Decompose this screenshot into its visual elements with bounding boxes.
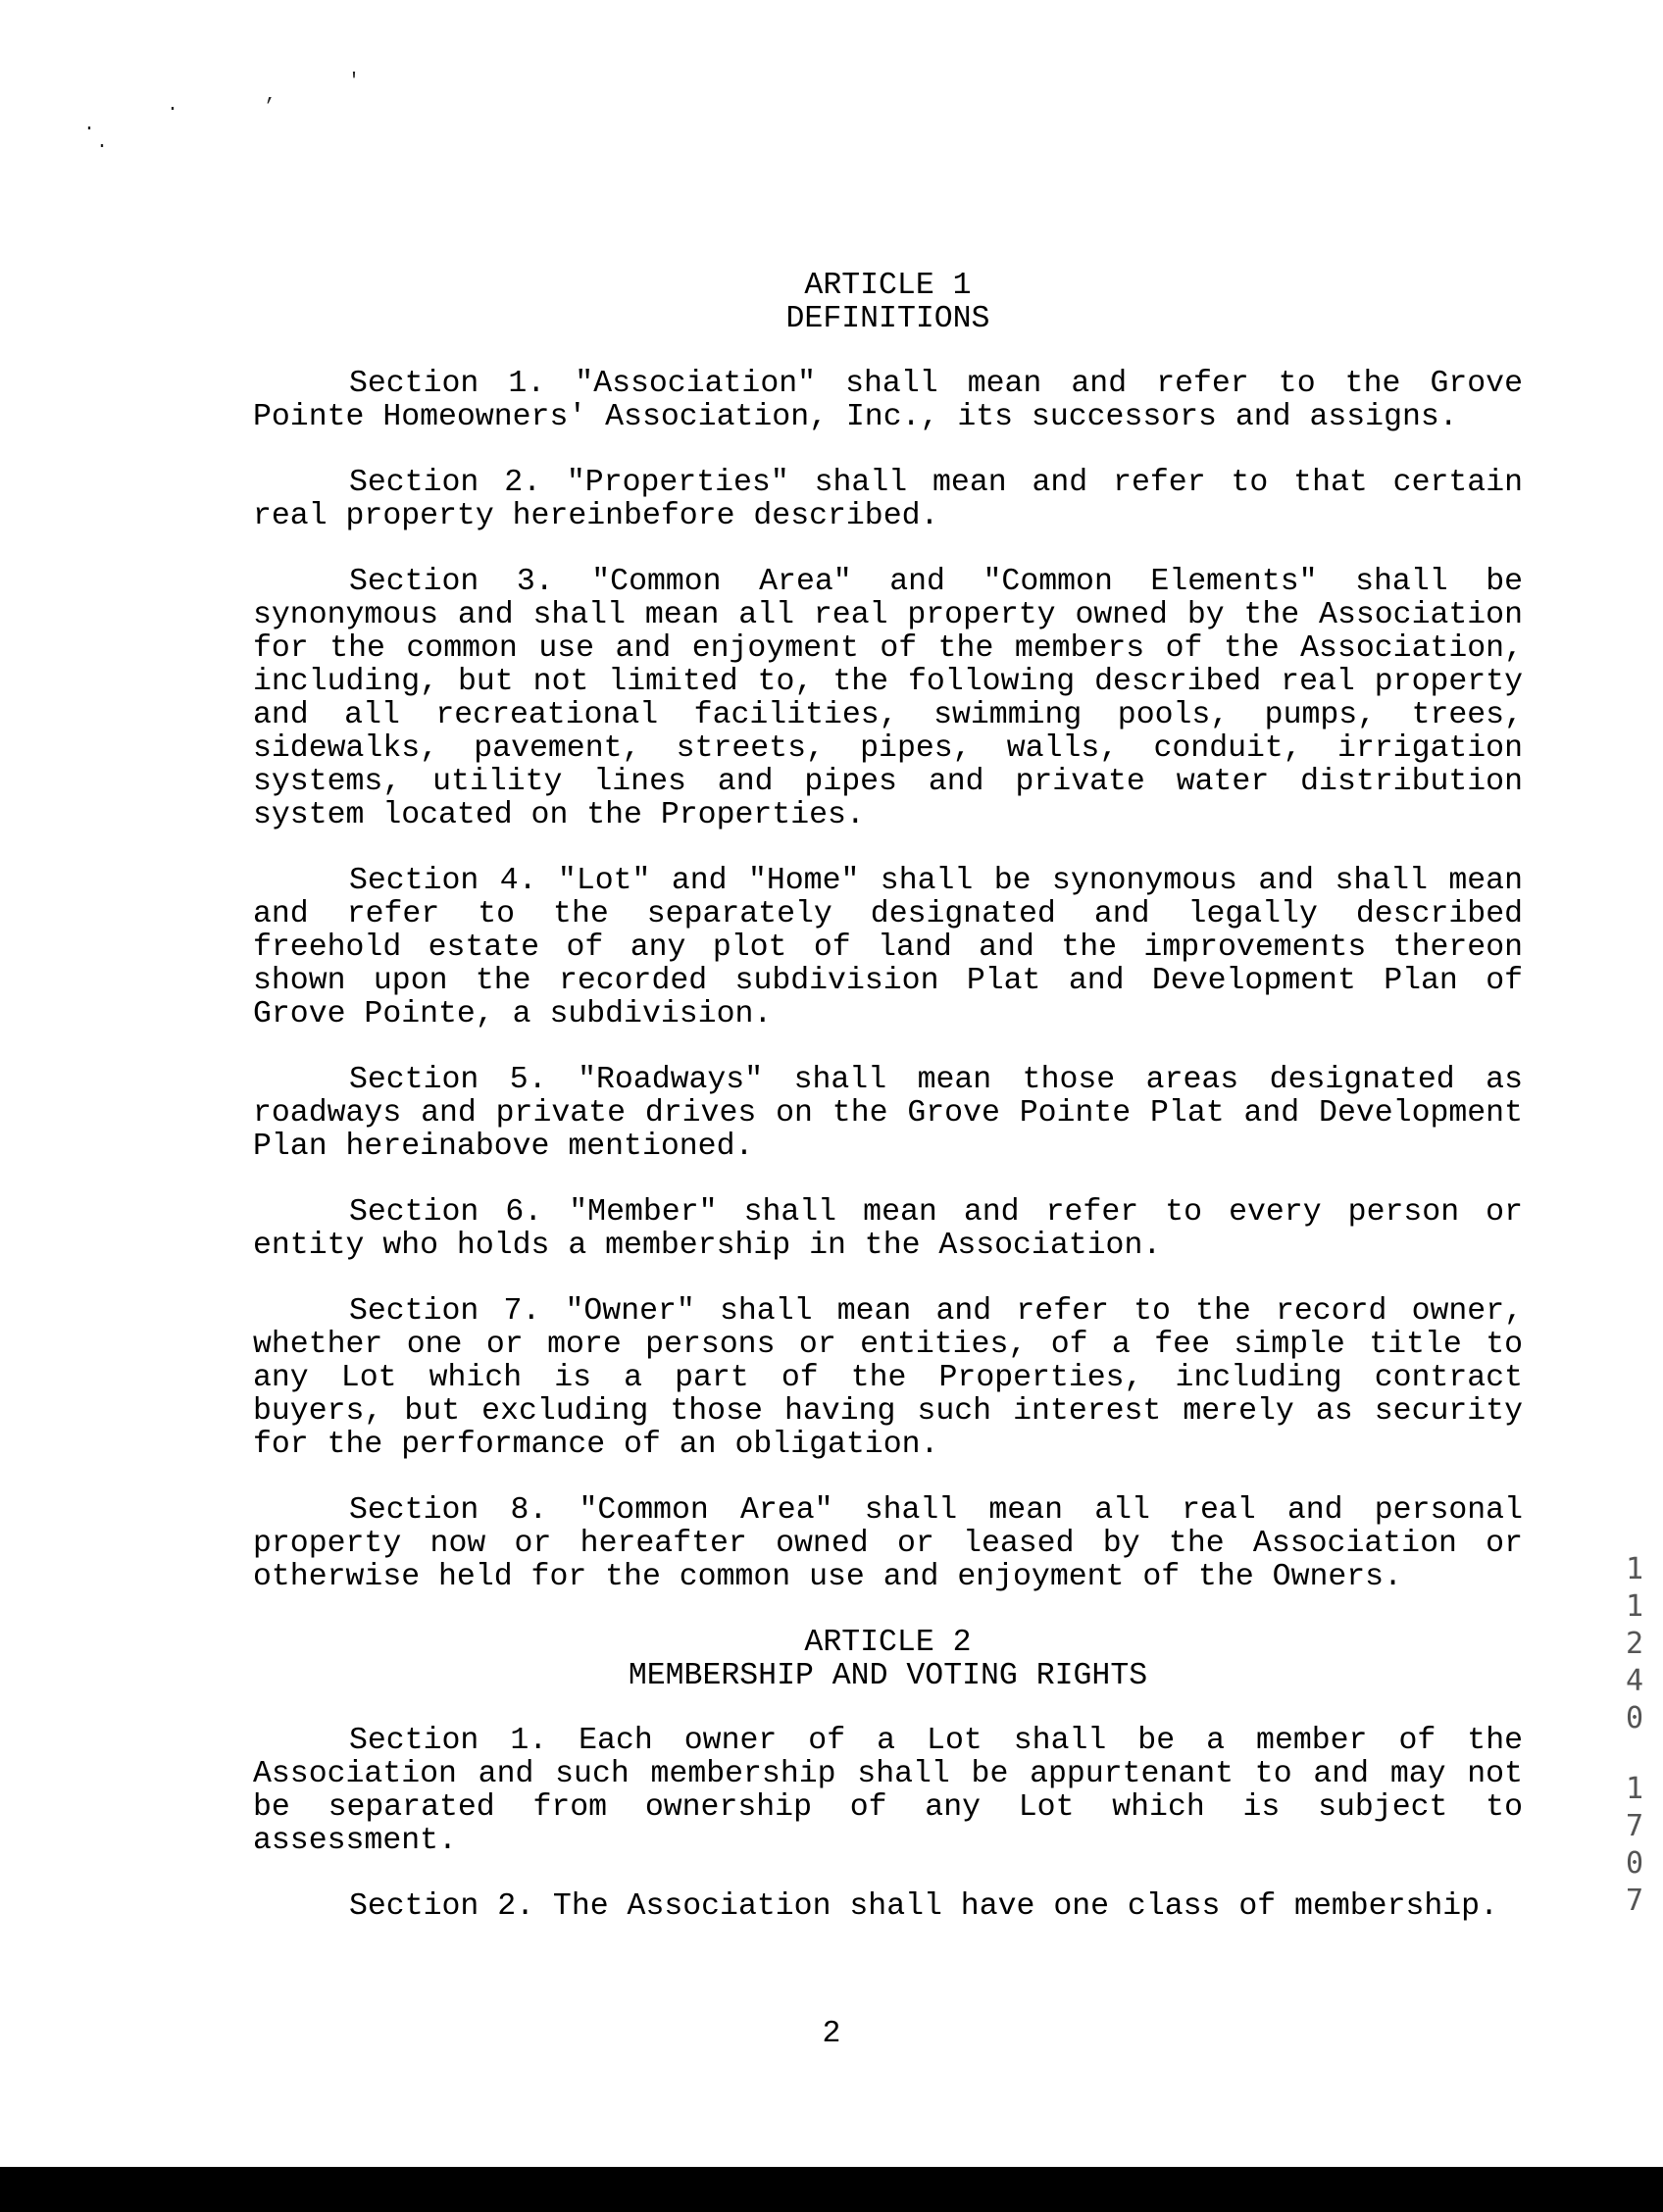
article-1-section-6: Section 6. "Member" shall mean and refer to every person or entity who holds a membership in the Association. [253, 1195, 1523, 1263]
stamp-digit: 7 [1625, 1884, 1644, 1918]
article-2-subtitle: MEMBERSHIP AND VOTING RIGHTS [628, 1659, 1148, 1693]
stamp-digit: 1 [1625, 1772, 1644, 1806]
stamp-digit: 0 [1625, 1701, 1644, 1735]
stamp-digit: 2 [1625, 1627, 1644, 1661]
article-1-section-3: Section 3. "Common Area" and "Common Elements" shall be synonymous and shall mean all real property owned by the Association for the common use and enjoyment of the members of the Association, including, but not limited to, the following described real property and all recreational facilities, swimming pools, pumps, trees, sidewalks, pavement, streets, pipes, walls, conduit, irrigation systems, utility lines and pipes and private water distribution system located on the Properties. [253, 565, 1523, 832]
margin-stamp-number [1620, 1551, 1649, 1920]
stamp-digit: 4 [1625, 1664, 1644, 1698]
stamp-digit: 7 [1625, 1809, 1644, 1843]
article-1-heading [253, 270, 1523, 336]
stamp-digit: 1 [1625, 1552, 1644, 1586]
document-page: ' , . . . ARTICLE 1 DEFINITIONS Section 1. "Association" shall mean and refer to the Grove Pointe Homeowners' Association, Inc., its successors and assigns. Section 2. "Properties" shall mean and refer to that certain real property hereinbefore described. Section 3. "Common Area" and "Common Elements" shall be synonymous and shall mean all real property owned by the Association for the common use and enjoyment of the members of the Association, including, but not limited to, the following described real property and all recreational facilities, swimming pools, pumps, trees, sidewalks, pavement, streets, pipes, walls, conduit, irrigation systems, utility lines and pipes and private water distribution system located on the Properties. Section 4. "Lot" and "Home" shall be synonymous and shall mean and refer to the separately designated and legally described freehold estate of any plot of land and the improvements thereon shown upon the recorded subdivision Plat and Development Plan of Grove Pointe, a subdivision. Section 5. "Roadways" shall mean those areas designated as roadways and private drives on the Grove Pointe Plat and Development Plan hereinabove mentioned. Section 6. "Member" shall mean and refer to every person or entity who holds a membership in the Association. Section 7. "Owner" shall mean and refer to the record owner, whether one or more persons or entities, of a fee simple title to any Lot which is a part of the Properties, including contract buyers, but excluding those having such interest merely as security for the performance of an obligation. Section 8. "Common Area" shall mean all real and personal property now or hereafter owned or leased by the Association or otherwise held for the common use and enjoyment of the Owners. ARTICLE 2 MEMBERSHIP AND VOTING RIGHTS Section 1. Each owner of a Lot shall be a member of the Association and such membership shall be appurtenant to and may not be separated from ownership of any Lot which is subject to assessment. Section 2. The Association shall have one class of membership. 2 1 1 2 4 0 1 7 0 7 [0, 0, 1663, 2167]
article-2-heading [253, 1627, 1523, 1693]
article-1-subtitle: DEFINITIONS [785, 302, 990, 336]
stamp-digit: 0 [1625, 1846, 1644, 1881]
article-1-section-5: Section 5. "Roadways" shall mean those areas designated as roadways and private drives on the Grove Pointe Plat and Development Plan hereinabove mentioned. [253, 1063, 1523, 1164]
document-body [253, 270, 1523, 1924]
article-1-section-2: Section 2. "Properties" shall mean and refer to that certain real property hereinbefore described. [253, 466, 1523, 533]
article-2-title: ARTICLE 2 [804, 1626, 972, 1660]
article-1-section-8: Section 8. "Common Area" shall mean all real and personal property now or hereafter owned or leased by the Association or otherwise held for the common use and enjoyment of the Owners. [253, 1493, 1523, 1594]
article-1-section-7: Section 7. "Owner" shall mean and refer to the record owner, whether one or more persons or entities, of a fee simple title to any Lot which is a part of the Properties, including contract buyers, but excluding those having such interest merely as security for the performance of an obligation. [253, 1294, 1523, 1462]
article-1-section-1: Section 1. "Association" shall mean and refer to the Grove Pointe Homeowners' Association, Inc., its successors and assigns. [253, 367, 1523, 434]
stamp-digit: 1 [1625, 1589, 1644, 1624]
article-2-section-1: Section 1. Each owner of a Lot shall be a member of the Association and such membership shall be appurtenant to and may not be separated from ownership of any Lot which is subject to assessment. [253, 1724, 1523, 1858]
page-number: 2 [822, 2017, 841, 2051]
article-1-title: ARTICLE 1 [804, 269, 972, 303]
article-2-section-2: Section 2. The Association shall have one class of membership. [349, 1889, 1498, 1924]
article-1-section-4: Section 4. "Lot" and "Home" shall be synonymous and shall mean and refer to the separately designated and legally described freehold estate of any plot of land and the improvements thereon shown upon the recorded subdivision Plat and Development Plan of Grove Pointe, a subdivision. [253, 864, 1523, 1031]
